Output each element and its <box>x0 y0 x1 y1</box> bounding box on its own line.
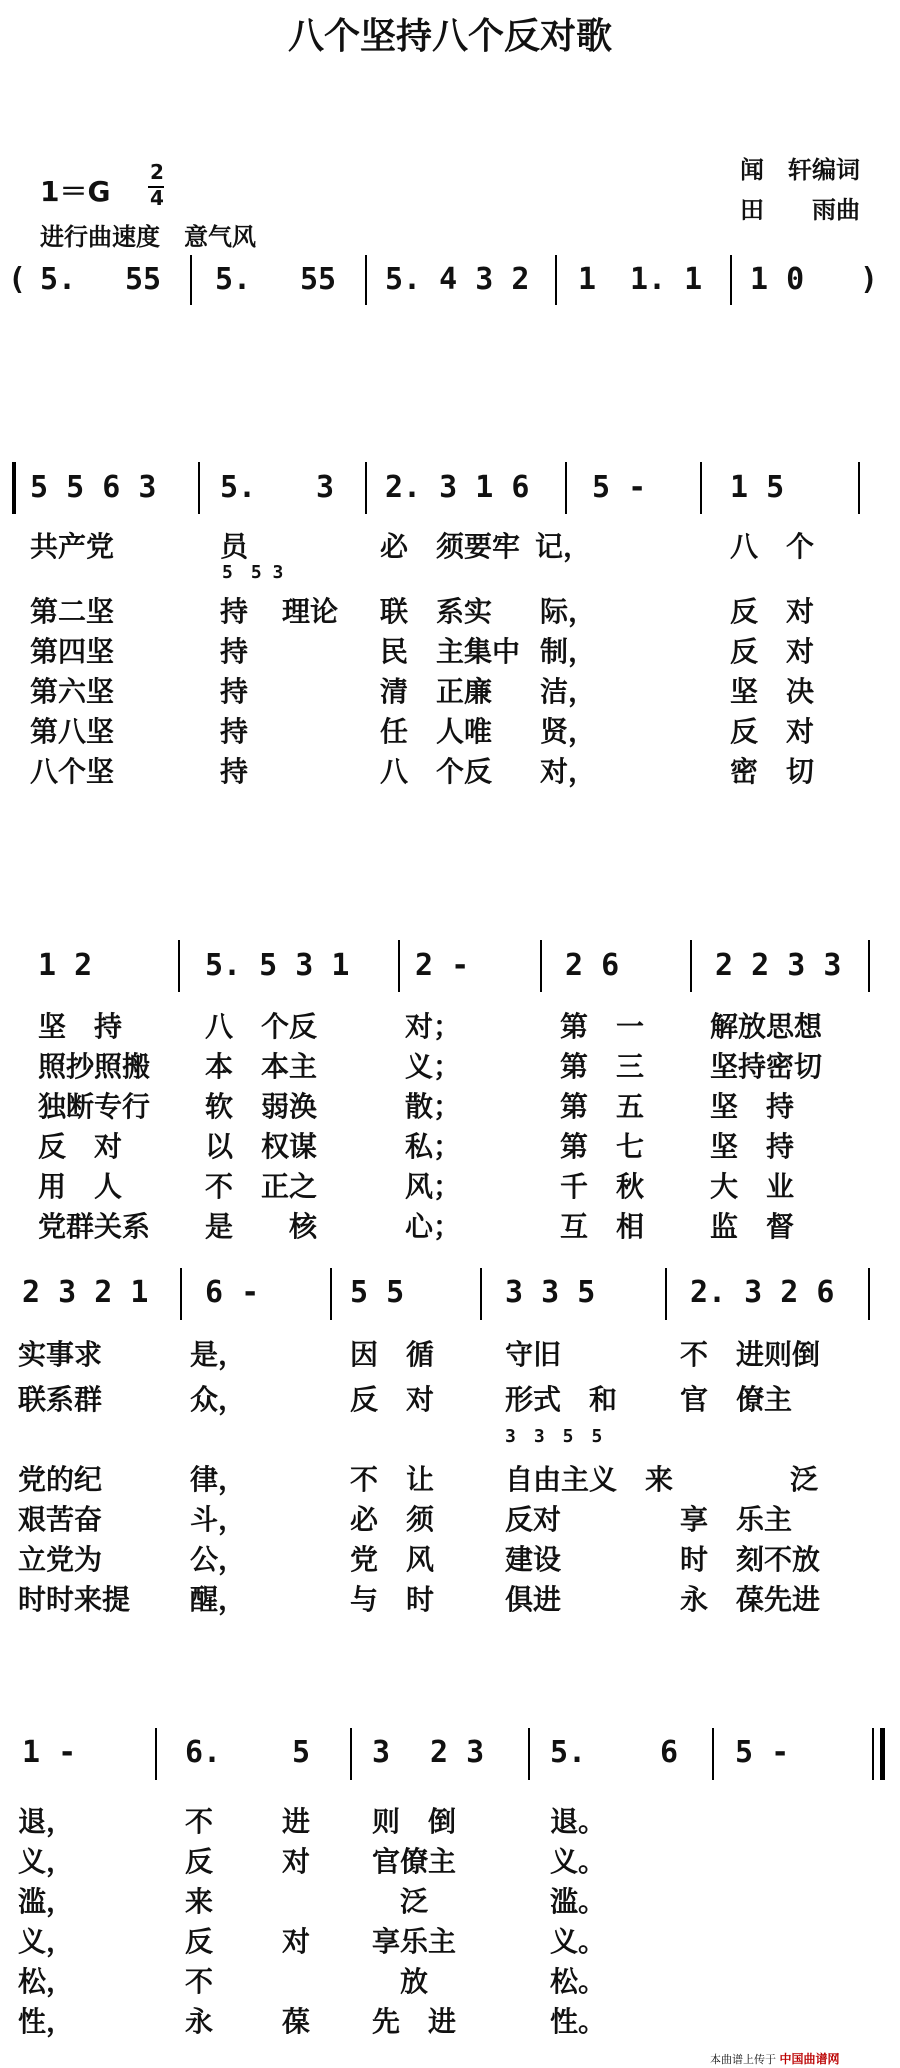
lyric: 不 让 <box>350 1463 435 1496</box>
lyric: 任 人唯 <box>380 715 493 748</box>
lyric: 性， <box>18 2005 75 2038</box>
lyric: 葆 <box>282 2005 311 2038</box>
repeat-start-bar <box>12 462 16 514</box>
lyric: 享乐主 <box>372 1925 457 1958</box>
lyric: 党群关系 <box>38 1210 151 1243</box>
lyric: 持 <box>220 755 249 788</box>
intro-note: 5. 4 3 2 <box>385 262 530 297</box>
key-signature: 1＝G <box>40 175 111 208</box>
barline <box>190 255 192 305</box>
lyric: 享 乐主 <box>680 1503 793 1536</box>
lyricist-credit: 闻 轩编词 <box>740 156 860 184</box>
melody-measure: 1 2 <box>38 948 93 983</box>
melody-measure: 3 3 5 <box>505 1275 596 1310</box>
melody-measure: 1 5 <box>730 470 785 505</box>
lyric: 以 权谋 <box>205 1130 318 1163</box>
melody-measure: 2 3 2 1 <box>22 1275 149 1310</box>
lyric: 众， <box>190 1383 247 1416</box>
barline <box>350 1728 352 1780</box>
intro-close-paren: ) <box>860 262 879 297</box>
lyric: 与 时 <box>350 1583 435 1616</box>
lyric: 义。 <box>550 1845 607 1878</box>
melody-measure: 2. 3 1 6 <box>385 470 530 505</box>
time-signature-top: 2 <box>150 160 164 184</box>
lyric: 艰苦奋 <box>18 1503 103 1536</box>
barline <box>198 462 200 514</box>
lyric: 党的纪 <box>18 1463 103 1496</box>
intro-note: 1 0 <box>750 262 805 297</box>
lyric: 解放思想 <box>710 1010 823 1043</box>
lyric: 风； <box>405 1170 462 1203</box>
intro-open-paren: ( <box>8 262 27 297</box>
repeat-end-bar <box>880 1728 885 1780</box>
lyric: 本 本主 <box>205 1050 318 1083</box>
page-title: 八个坚持八个反对歌 <box>287 16 612 57</box>
lyric: 联 系实 <box>380 595 493 628</box>
barline <box>868 940 870 992</box>
lyric: 官 僚主 <box>680 1383 793 1416</box>
lyric: 千 秋 <box>560 1170 645 1203</box>
melody-measure: 3 <box>372 1735 391 1770</box>
lyric: 坚 持 <box>38 1010 123 1043</box>
lyric: 第六坚 <box>30 675 115 708</box>
melody-measure: 1 - <box>22 1735 77 1770</box>
lyric: 共产党 <box>30 530 115 563</box>
lyric: 松， <box>18 1965 75 1998</box>
lyric: 因 循 <box>350 1338 435 1371</box>
lyric: 心； <box>405 1210 462 1243</box>
variant-notes: 3 3 5 5 <box>505 1426 603 1447</box>
lyric: 不 正之 <box>205 1170 318 1203</box>
melody-measure: 2 2 3 3 <box>715 948 842 983</box>
melody-measure: 5 - <box>735 1735 790 1770</box>
lyric: 醒， <box>190 1583 247 1616</box>
lyric: 对， <box>540 755 597 788</box>
melody-measure: 2 6 <box>565 948 620 983</box>
lyric: 持 <box>220 635 249 668</box>
lyric: 义。 <box>550 1925 607 1958</box>
barline <box>365 462 367 514</box>
lyric: 形式 和 <box>505 1383 618 1416</box>
lyric: 实事求 <box>18 1338 103 1371</box>
barline <box>690 940 692 992</box>
melody-measure: 6 - <box>205 1275 260 1310</box>
melody-measure: 5. 5 3 1 <box>205 948 350 983</box>
lyric: 照抄照搬 <box>38 1050 151 1083</box>
lyric: 大 业 <box>710 1170 795 1203</box>
lyric: 反 <box>185 1925 214 1958</box>
lyric: 松。 <box>550 1965 607 1998</box>
lyric: 反 对 <box>730 635 815 668</box>
lyric: 滥。 <box>550 1885 607 1918</box>
lyric: 民 主集中 <box>380 635 521 668</box>
barline <box>178 940 180 992</box>
lyric: 联系群 <box>18 1383 103 1416</box>
lyric: 斗， <box>190 1503 247 1536</box>
lyric: 坚持密切 <box>710 1050 823 1083</box>
lyric: 八 个反 <box>205 1010 318 1043</box>
lyric: 立党为 <box>18 1543 103 1576</box>
lyric: 义， <box>18 1845 75 1878</box>
barline <box>712 1728 714 1780</box>
tempo-marking: 进行曲速度 意气风 <box>40 223 256 251</box>
lyric: 退， <box>18 1805 75 1838</box>
lyric: 永 <box>185 2005 214 2038</box>
melody-measure: 2. 3 2 6 <box>690 1275 835 1310</box>
lyric: 制， <box>540 635 597 668</box>
barline <box>540 940 542 992</box>
intro-note: 5. <box>40 262 77 297</box>
barline <box>528 1728 530 1780</box>
melody-measure: 5. <box>550 1735 587 1770</box>
lyric: 俱进 <box>505 1583 562 1616</box>
intro-note: 55 <box>125 262 162 297</box>
lyric: 第 五 <box>560 1090 645 1123</box>
lyric: 反 <box>185 1845 214 1878</box>
intro-note: 55 <box>300 262 337 297</box>
lyric: 第四坚 <box>30 635 115 668</box>
lyric: 则 倒 <box>372 1805 457 1838</box>
lyric: 不 进则倒 <box>680 1338 821 1371</box>
composer-credit: 田 雨曲 <box>740 196 860 224</box>
barline <box>555 255 557 305</box>
lyric: 时时来提 <box>18 1583 131 1616</box>
lyric: 员 <box>220 530 249 563</box>
barline <box>398 940 400 992</box>
lyric: 第 一 <box>560 1010 645 1043</box>
melody-measure: 5 <box>292 1735 311 1770</box>
lyric: 永 葆先进 <box>680 1583 821 1616</box>
melody-measure: 5 5 6 3 <box>30 470 157 505</box>
lyric: 对 <box>282 1925 311 1958</box>
melody-measure: 3 <box>316 470 335 505</box>
lyric: 义； <box>405 1050 462 1083</box>
melody-measure: 2 - <box>415 948 470 983</box>
lyric: 坚 持 <box>710 1130 795 1163</box>
barline <box>155 1728 157 1780</box>
time-signature-bottom: 4 <box>150 186 164 210</box>
lyric: 官僚主 <box>372 1845 457 1878</box>
melody-measure: 5. <box>220 470 257 505</box>
lyric: 律， <box>190 1463 247 1496</box>
lyric: 第 七 <box>560 1130 645 1163</box>
barline <box>565 462 567 514</box>
lyric: 泛 <box>400 1885 429 1918</box>
lyric: 监 督 <box>710 1210 795 1243</box>
lyric: 私； <box>405 1130 462 1163</box>
lyric: 党 风 <box>350 1543 435 1576</box>
footer-credit <box>710 2050 840 2067</box>
melody-measure: 5 - <box>592 470 647 505</box>
lyric: 必 须要牢 <box>380 530 521 563</box>
lyric: 来 <box>185 1885 214 1918</box>
barline <box>180 1268 182 1320</box>
lyric: 守旧 <box>505 1338 562 1371</box>
lyric: 清 正廉 <box>380 675 493 708</box>
intro-note: 5. <box>215 262 252 297</box>
lyric: 对； <box>405 1010 462 1043</box>
lyric: 互 相 <box>560 1210 645 1243</box>
intro-note: 1 <box>578 262 597 297</box>
barline <box>730 255 732 305</box>
lyric: 软 弱涣 <box>205 1090 318 1123</box>
lyric: 第二坚 <box>30 595 115 628</box>
barline <box>365 255 367 305</box>
lyric: 贤， <box>540 715 597 748</box>
barline <box>858 462 860 514</box>
lyric: 散； <box>405 1090 462 1123</box>
lyric: 退。 <box>550 1805 607 1838</box>
lyric: 公， <box>190 1543 247 1576</box>
lyric: 泛 <box>790 1463 819 1496</box>
lyric: 持 <box>220 675 249 708</box>
lyric: 反 对 <box>38 1130 123 1163</box>
lyric: 反对 <box>505 1503 562 1536</box>
lyric: 用 人 <box>38 1170 123 1203</box>
barline <box>872 1728 874 1780</box>
lyric: 滥， <box>18 1885 75 1918</box>
lyric: 第 三 <box>560 1050 645 1083</box>
lyric: 不 <box>185 1805 214 1838</box>
melody-measure: 6. <box>185 1735 222 1770</box>
lyric: 是， <box>190 1338 247 1371</box>
barline <box>868 1268 870 1320</box>
lyric: 是 核 <box>205 1210 318 1243</box>
lyric: 坚 决 <box>730 675 815 708</box>
lyric: 性。 <box>550 2005 607 2038</box>
variant-notes: 5 5 3 <box>222 562 284 583</box>
lyric: 反 对 <box>350 1383 435 1416</box>
lyric: 义， <box>18 1925 75 1958</box>
melody-measure: 6 <box>660 1735 679 1770</box>
lyric: 反 对 <box>730 715 815 748</box>
lyric: 八 个 <box>730 530 815 563</box>
lyric: 必 须 <box>350 1503 435 1536</box>
barline <box>480 1268 482 1320</box>
lyric: 洁， <box>540 675 597 708</box>
intro-note: 1. 1 <box>630 262 703 297</box>
lyric: 对 <box>282 1845 311 1878</box>
lyric: 八个坚 <box>30 755 115 788</box>
lyric: 密 切 <box>730 755 815 788</box>
footer-site[interactable]: 中国曲谱网 <box>779 2052 840 2066</box>
lyric: 八 个反 <box>380 755 493 788</box>
lyric: 不 <box>185 1965 214 1998</box>
lyric: 放 <box>400 1965 429 1998</box>
lyric: 先 进 <box>372 2005 457 2038</box>
barline <box>330 1268 332 1320</box>
lyric: 第八坚 <box>30 715 115 748</box>
melody-measure: 2 3 <box>430 1735 485 1770</box>
lyric: 际， <box>540 595 597 628</box>
lyric: 时 刻不放 <box>680 1543 821 1576</box>
melody-measure: 5 5 <box>350 1275 405 1310</box>
lyric: 持 <box>220 715 249 748</box>
lyric: 记， <box>535 530 592 563</box>
lyric: 进 <box>282 1805 311 1838</box>
lyric: 坚 持 <box>710 1090 795 1123</box>
lyric: 独断专行 <box>38 1090 151 1123</box>
footer-text: 本曲谱上传于 <box>710 2053 776 2066</box>
lyric: 自由主义 来 <box>505 1463 674 1496</box>
lyric: 反 对 <box>730 595 815 628</box>
lyric: 持 <box>220 595 249 628</box>
lyric: 理论 <box>282 595 339 628</box>
lyric: 建设 <box>505 1543 562 1576</box>
barline <box>665 1268 667 1320</box>
barline <box>700 462 702 514</box>
